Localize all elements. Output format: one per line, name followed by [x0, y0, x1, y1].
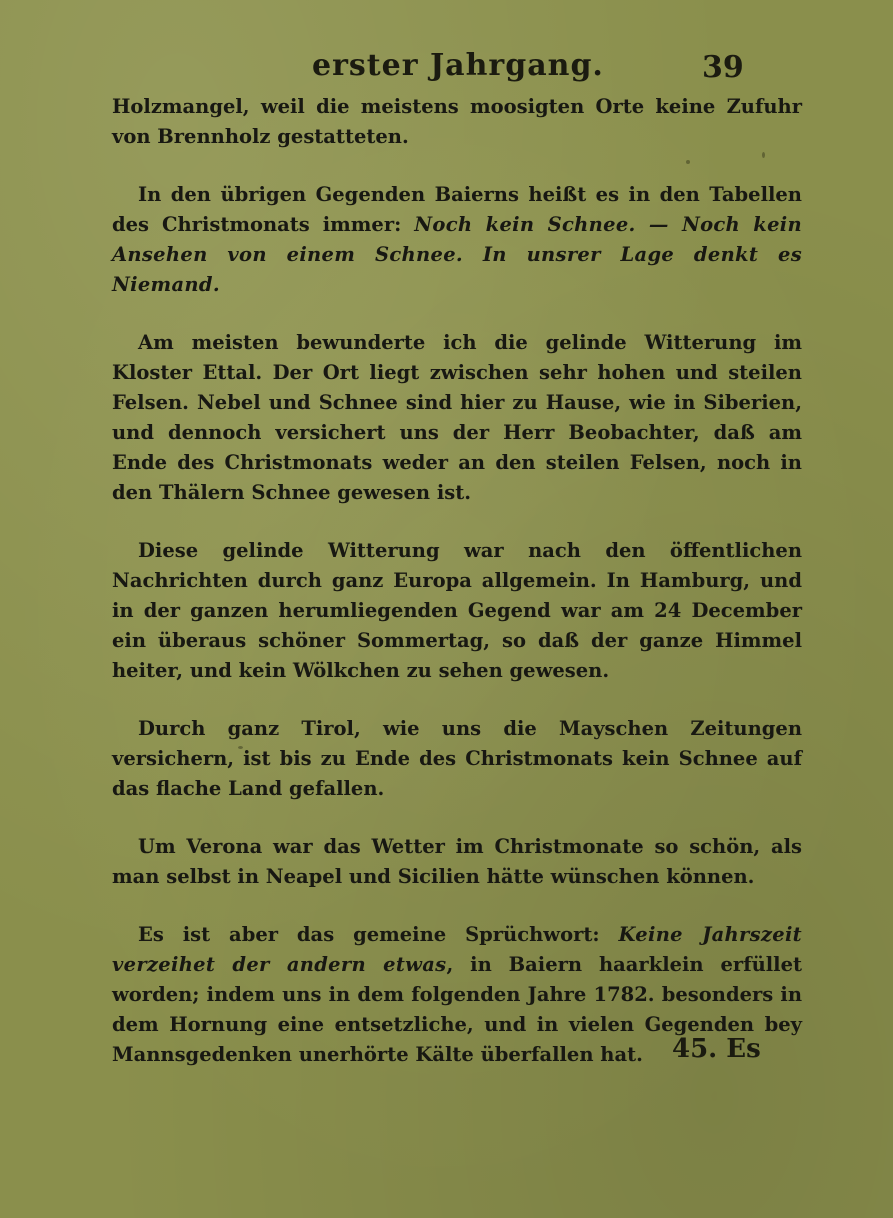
emphasized-text-run: Keine Jahrszeit verzeihet der andern etwas	[112, 923, 802, 976]
paragraph	[112, 180, 802, 300]
text-run: Diese gelinde Witterung war nach den öffentlichen Nachrichten durch ganz Europa allgemein. In Hamburg, und in der ganzen herumliegenden Gegend war am 24 December ein überaus schöner Sommertag, so daß der ganze Himmel heiter, und kein Wölkchen zu sehen gewesen.	[112, 539, 802, 682]
catchword: 45. Es	[672, 1034, 761, 1064]
text-run: Am meisten bewunderte ich die gelinde Witterung im Kloster Ettal. Der Ort liegt zwischen sehr hohen und steilen Felsen. Nebel und Schnee sind hier zu Hause, wie in Siberien, und dennoch versichert uns der Herr Beobachter, daß am Ende des Christmonats weder an den steilen Felsen, noch in den Thälern Schnee gewesen ist.	[112, 331, 802, 504]
emphasized-text-run: Noch kein Schnee. — Noch kein Ansehen von einem Schnee. In unsrer Lage denkt es Niemand.	[112, 213, 802, 296]
paper-speck	[686, 160, 690, 164]
page-number: 39	[702, 50, 744, 85]
text-run: Es ist aber das gemeine Sprüchwort:	[138, 923, 619, 946]
text-run: Durch ganz Tirol, wie uns die Mayschen Zeitungen versichern, ist bis zu Ende des Christmonats kein Schnee auf das flache Land gefallen.	[112, 717, 802, 800]
paragraph	[112, 832, 802, 892]
paper-speck	[238, 746, 243, 749]
paragraph	[112, 714, 802, 804]
text-run: Holzmangel, weil die meistens moosigten Orte keine Zufuhr von Brennholz gestatteten.	[112, 95, 802, 148]
text-run: In den übrigen Gegenden Baierns heißt es in den Tabellen des Christmonats immer:	[112, 183, 802, 236]
running-title: erster Jahrgang.	[312, 48, 604, 83]
paragraph	[112, 328, 802, 508]
paragraph	[112, 536, 802, 686]
body-text	[112, 92, 802, 1098]
paper-speck	[762, 152, 765, 158]
paragraph	[112, 92, 802, 152]
text-run: , in Baiern haarklein erfüllet worden; indem uns in dem folgenden Jahre 1782. besonders in dem Hornung eine entsetzliche, und in vielen Gegenden bey Mannsgedenken unerhörte Kälte überfallen hat.	[112, 953, 802, 1066]
text-run: Um Verona war das Wetter im Christmonate so schön, als man selbst in Neapel und Sicilien hätte wünschen können.	[112, 835, 802, 888]
